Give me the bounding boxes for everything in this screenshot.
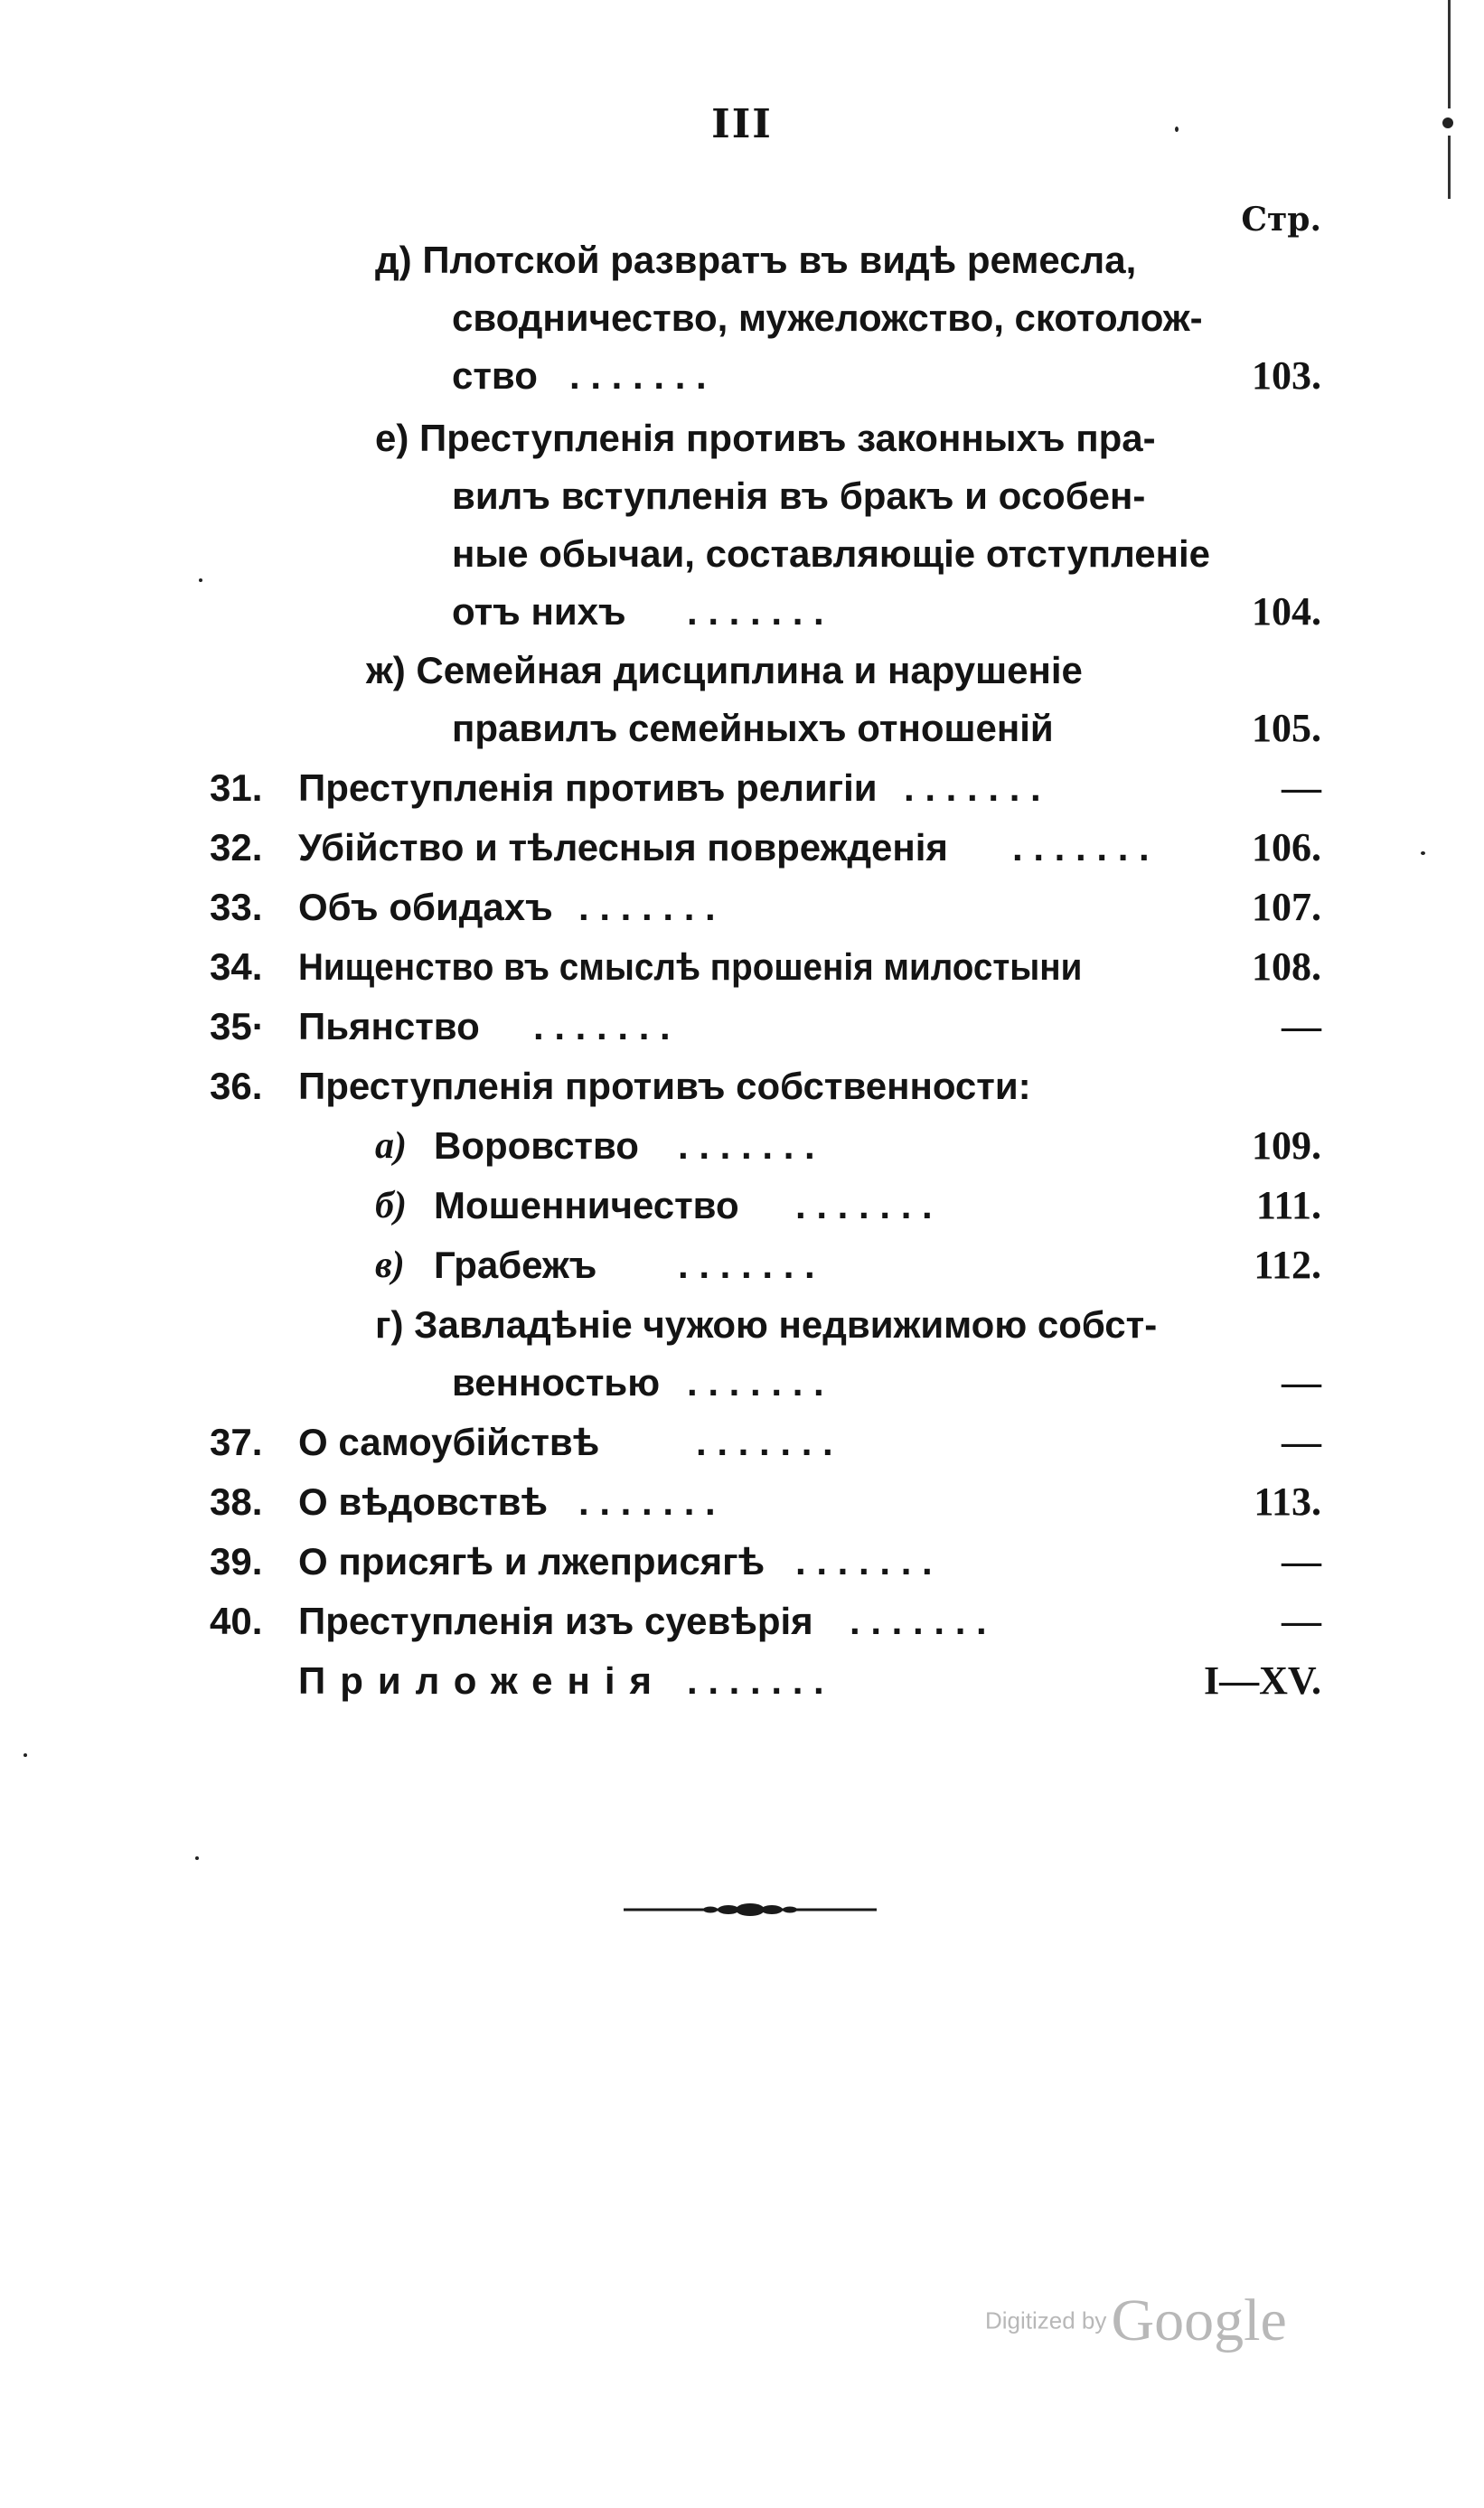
toc-entry-31-page: — (1282, 766, 1321, 810)
toc-entry-d-page: 103. (1252, 353, 1321, 398)
toc-entry-32-number: 32. (210, 826, 263, 869)
toc-entry-36-title: Преступленія противъ собственности: (298, 1065, 1031, 1107)
toc-leader: . . . . . . . (578, 1480, 716, 1523)
toc-entry-36a-title: Воровство (434, 1124, 639, 1167)
toc-entry-e-page: 104. (1252, 589, 1321, 634)
toc-leader: . . . . . . . (795, 1540, 933, 1583)
toc-entry-39-page: — (1282, 1539, 1321, 1583)
toc-entry-33-number: 33. (210, 886, 263, 928)
toc-entry-d-line1: д) Плотской развратъ въ видѣ ремесла, (375, 239, 1137, 281)
toc-entry-37-number: 37. (210, 1421, 263, 1463)
toc-entry-33-page: 107. (1252, 885, 1321, 929)
scan-speck (1421, 851, 1425, 855)
scan-speck (23, 1753, 27, 1757)
toc-leader: . . . . . . . (687, 1659, 824, 1702)
toc-entry-38-number: 38. (210, 1480, 263, 1523)
toc-leader: . . . . . . . (569, 354, 707, 397)
toc-entry-35-number: 35· (210, 1005, 265, 1047)
toc-entry-36g-line2: венностью (452, 1361, 661, 1404)
toc-leader: . . . . . . . (687, 1361, 824, 1404)
toc-entry-36-number: 36. (210, 1065, 263, 1107)
digitized-by-google-watermark (985, 2287, 1310, 2368)
toc-entry-35-title: Пьянство (298, 1005, 480, 1047)
toc-entry-34-number: 34. (210, 945, 263, 988)
toc-entry-36v-page: 112. (1254, 1243, 1321, 1287)
toc-leader: . . . . . . . (696, 1421, 833, 1463)
scan-speck (1175, 127, 1179, 132)
toc-entry-33-title: Объ обидахъ (298, 886, 553, 928)
ornament-divider (624, 1896, 877, 1923)
toc-entry-40-title: Преступленія изъ суевѣрія (298, 1600, 813, 1642)
page-edge-mark (1448, 0, 1451, 108)
toc-entry-32-page: 106. (1252, 825, 1321, 869)
toc-entry-e-line1: е) Преступленія противъ законныхъ пра- (375, 417, 1156, 459)
toc-entry-36b-page: 111. (1255, 1183, 1321, 1227)
toc-entry-39-number: 39. (210, 1540, 263, 1583)
toc-entry-36b-title: Мошенничество (434, 1184, 739, 1226)
toc-entry-d-line3: ство (452, 354, 538, 397)
toc-leader: . . . . . . . (578, 886, 716, 928)
toc-entry-e-line4: отъ нихъ (452, 590, 626, 633)
scan-speck (199, 578, 202, 582)
toc-leader: . . . . . . . (904, 766, 1041, 809)
page-number: III (711, 101, 773, 147)
toc-entry-35-page: — (1282, 1004, 1321, 1048)
toc-entry-31-number: 31. (210, 766, 263, 809)
scan-speck (195, 1856, 199, 1860)
page-column-label: Стр. (1241, 201, 1321, 239)
toc-entry-40-number: 40. (210, 1600, 263, 1642)
toc-entry-37-page: — (1282, 1420, 1321, 1464)
toc-leader: . . . . . . . (678, 1124, 815, 1167)
toc-entry-38-title: О вѣдовствѣ (298, 1480, 549, 1523)
toc-leader: . . . . . . . (687, 590, 824, 633)
toc-entry-e-line3: ные обычаи, составляющіе отступленіе (452, 532, 1211, 575)
toc-entry-zh-page: 105. (1252, 706, 1321, 750)
toc-entry-32-title: Убійство и тѣлесныя поврежденія (298, 826, 948, 869)
toc-entry-36v-letter: в) (375, 1245, 405, 1286)
toc-entry-appendix-title: Приложенія (298, 1659, 667, 1702)
page-edge-mark (1448, 136, 1451, 199)
toc-entry-zh-line2: правилъ семейныхъ отношеній (452, 707, 1054, 749)
watermark-prefix: Digitized by (985, 2306, 1107, 2334)
toc-entry-40-page: — (1282, 1599, 1321, 1643)
google-logo: Google (1111, 2287, 1287, 2353)
toc-entry-36b-letter: б) (375, 1185, 407, 1226)
toc-entry-36g-page: — (1282, 1360, 1321, 1404)
toc-entry-36a-page: 109. (1252, 1123, 1321, 1168)
toc-leader: . . . . . . . (533, 1005, 671, 1047)
toc-entry-e-line2: вилъ вступленія въ бракъ и особен- (452, 474, 1146, 517)
toc-entry-appendix-page: I—XV. (1203, 1658, 1321, 1703)
toc-entry-zh-line1: ж) Семейная дисциплина и нарушеніе (366, 649, 1083, 691)
toc-leader: . . . . . . . (795, 1184, 933, 1226)
toc-entry-36v-title: Грабежъ (434, 1244, 597, 1286)
toc-entry-37-title: О самоубійствѣ (298, 1421, 600, 1463)
toc-leader: . . . . . . . (1012, 826, 1150, 869)
toc-entry-36g-line1: г) Завладѣніе чужою недвижимою собст- (375, 1303, 1158, 1346)
toc-entry-34-title: Нищенство въ смыслѣ прошенія милостыни (298, 945, 1083, 988)
toc-entry-31-title: Преступленія противъ религіи (298, 766, 878, 809)
toc-entry-38-page: 113. (1254, 1479, 1321, 1524)
toc-entry-39-title: О присягѣ и лжеприсягѣ (298, 1540, 765, 1583)
toc-entry-36a-letter: а) (375, 1125, 407, 1167)
toc-leader: . . . . . . . (850, 1600, 987, 1642)
scan-speck (1442, 117, 1453, 128)
toc-entry-34-page: 108. (1252, 944, 1321, 989)
toc-leader: . . . . . . . (678, 1244, 815, 1286)
toc-entry-d-line2: сводничество, мужеложство, скотолож- (452, 296, 1203, 339)
